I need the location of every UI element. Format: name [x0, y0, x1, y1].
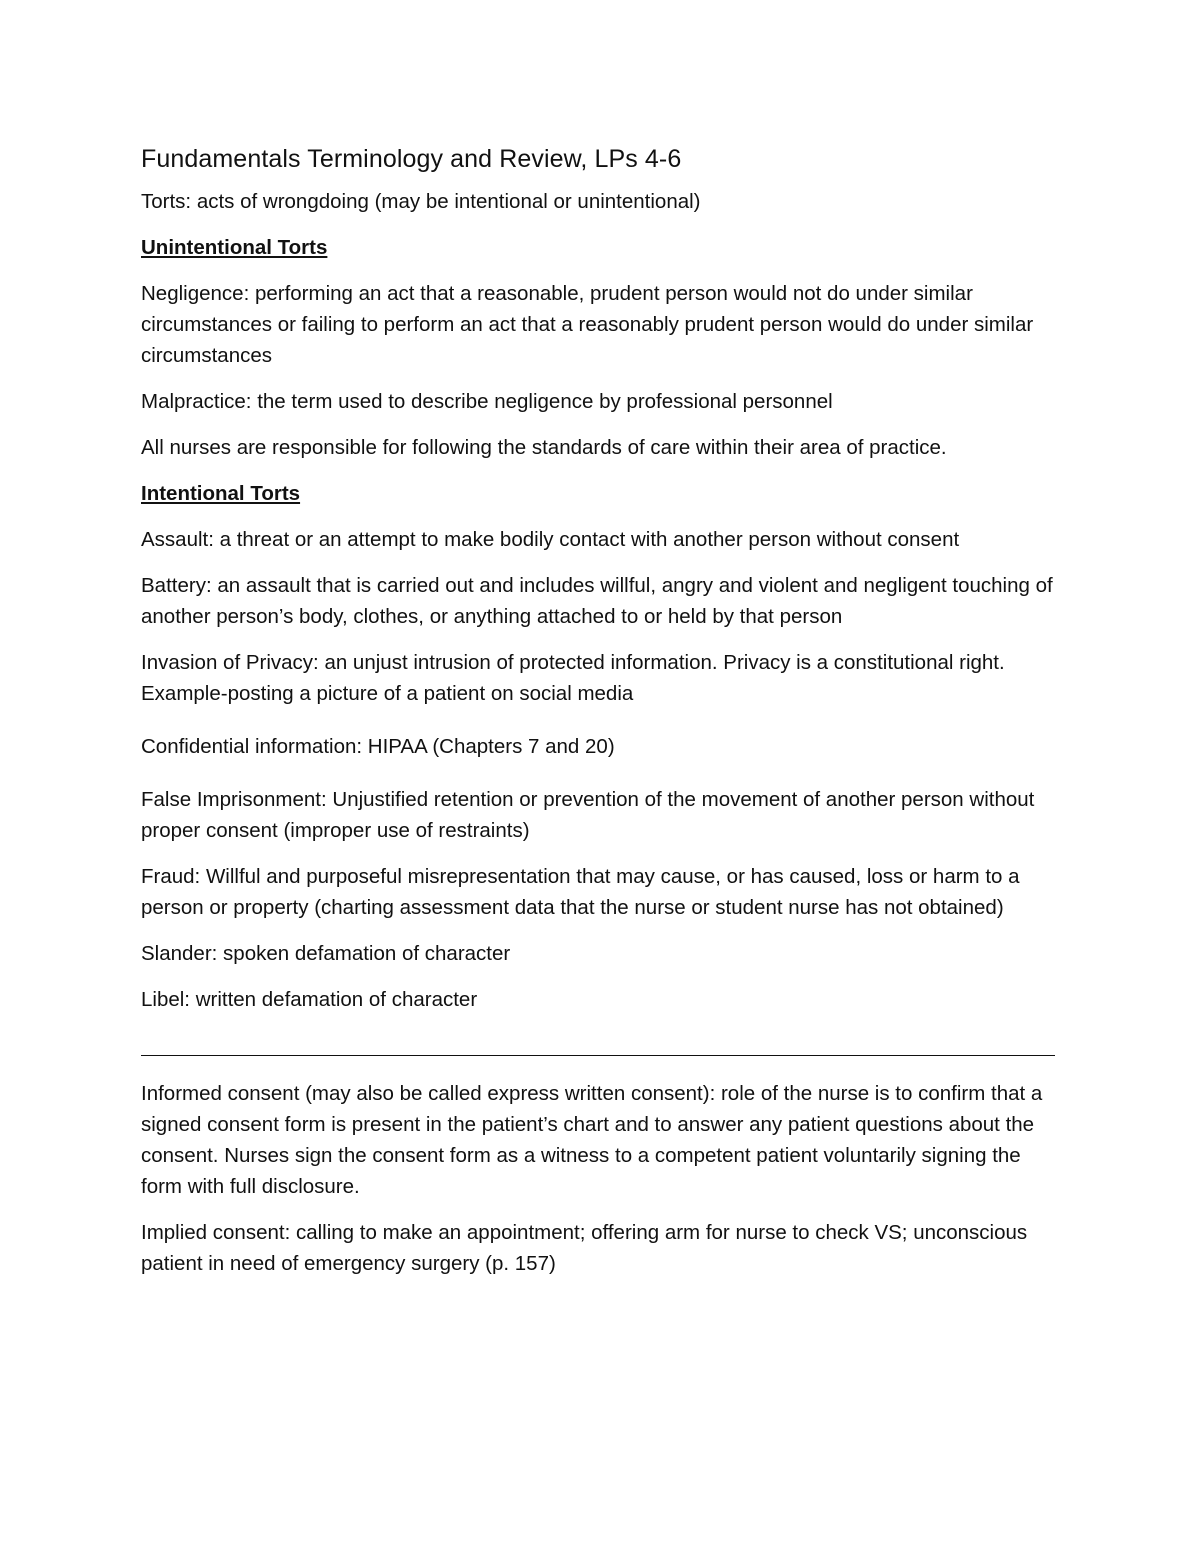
standards-of-care-note: All nurses are responsible for following the standards of care within their area of practice.	[141, 436, 947, 459]
battery-definition: Battery: an assault that is carried out and includes willful, angry and violent and negligent touching of another person’s body, clothes, or anything attached to or held by that person	[141, 574, 1053, 628]
negligence-definition: Negligence: performing an act that a reasonable, prudent person would not do under similar circumstances or failing to perform an act that a reasonably prudent person would do under similar circumstances	[141, 282, 1034, 367]
document-page	[141, 140, 1061, 1294]
document-title: Fundamentals Terminology and Review, LPs 4-6	[141, 145, 682, 173]
section-divider	[141, 1055, 1055, 1056]
slander-definition: Slander: spoken defamation of character	[141, 942, 511, 965]
intentional-torts-heading: Intentional Torts	[141, 482, 301, 505]
assault-definition: Assault: a threat or an attempt to make bodily contact with another person without consent	[141, 528, 960, 551]
informed-consent-definition: Informed consent (may also be called express written consent): role of the nurse is to confirm that a signed consent form is present in the patient’s chart and to answer any patient questions about the consent. Nurses sign the consent form as a witness to a competent patient voluntarily signing the form with full disclosure.	[141, 1082, 1043, 1198]
confidential-information-note: Confidential information: HIPAA (Chapters 7 and 20)	[141, 735, 615, 758]
malpractice-definition: Malpractice: the term used to describe negligence by professional personnel	[141, 390, 833, 413]
false-imprisonment-definition: False Imprisonment: Unjustified retention or prevention of the movement of another person without proper consent (improper use of restraints)	[141, 788, 1035, 842]
torts-definition: Torts: acts of wrongdoing (may be intentional or unintentional)	[141, 190, 701, 213]
invasion-of-privacy-definition: Invasion of Privacy: an unjust intrusion of protected information. Privacy is a constitutional right. Example-posting a picture of a patient on social media	[141, 651, 1005, 705]
libel-definition: Libel: written defamation of character	[141, 988, 478, 1011]
implied-consent-definition: Implied consent: calling to make an appointment; offering arm for nurse to check VS; unconscious patient in need of emergency surgery (p. 157)	[141, 1221, 1028, 1275]
fraud-definition: Fraud: Willful and purposeful misrepresentation that may cause, or has caused, loss or harm to a person or property (charting assessment data that the nurse or student nurse has not obtained)	[141, 865, 1020, 919]
unintentional-torts-heading: Unintentional Torts	[141, 236, 328, 259]
